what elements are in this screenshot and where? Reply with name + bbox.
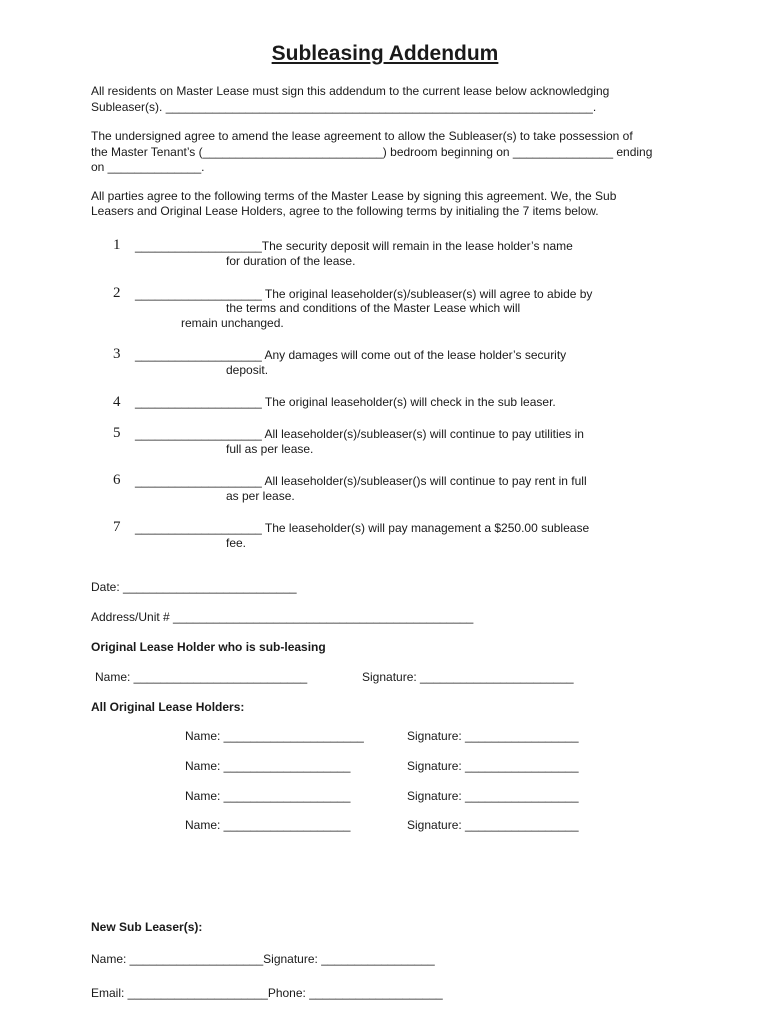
- item-number: 7: [113, 519, 121, 535]
- holder-name-field[interactable]: Name: ___________________: [185, 818, 351, 832]
- item-number: 4: [113, 394, 121, 410]
- all-holders-heading: All Original Lease Holders:: [91, 700, 245, 714]
- terms-intro-line: All parties agree to the following terms of the Master Lease by signing this agreement. We, the Sub: [91, 189, 617, 203]
- item-text: ___________________ Any damages will come out of the lease holder’s security: [135, 348, 567, 362]
- holder-signature-field[interactable]: Signature: _________________: [407, 789, 579, 803]
- intro-text-line: Subleaser(s). ________________________________________________________________.: [91, 100, 597, 114]
- item-text: ___________________ The original leaseholder(s)/subleaser(s) will agree to abide by: [135, 287, 593, 301]
- item-text: remain unchanged.: [181, 316, 284, 330]
- item-text: full as per lease.: [226, 442, 314, 456]
- holder-signature-field[interactable]: Signature: _________________: [407, 818, 579, 832]
- item-number: 2: [113, 285, 121, 301]
- original-holder-heading: Original Lease Holder who is sub-leasing: [91, 640, 326, 654]
- holder-signature-field[interactable]: Signature: _________________: [407, 759, 579, 773]
- amend-text-line: The undersigned agree to amend the lease agreement to allow the Subleaser(s) to take possession of: [91, 129, 633, 143]
- amend-text-line: the Master Tenant’s (___________________________) bedroom beginning on _______________ ending: [91, 145, 653, 159]
- item-text: the terms and conditions of the Master Lease which will: [226, 301, 521, 315]
- item-text: for duration of the lease.: [226, 254, 356, 268]
- document-title: Subleasing Addendum: [271, 42, 499, 65]
- item-number: 1: [113, 237, 121, 253]
- new-subleaser-email-phone-field[interactable]: Email: _____________________Phone: ____________________: [91, 986, 443, 1000]
- item-text: fee.: [226, 536, 247, 550]
- new-subleaser-heading: New Sub Leaser(s):: [91, 920, 203, 934]
- holder-signature-field[interactable]: Signature: _________________: [407, 729, 579, 743]
- item-text: ___________________ The leaseholder(s) will pay management a $250.00 sublease: [135, 521, 590, 535]
- terms-intro-line: Leasers and Original Lease Holders, agree to the following terms by initialing the 7 items below.: [91, 204, 599, 218]
- amend-text-line: on ______________.: [91, 160, 205, 174]
- item-text: as per lease.: [226, 489, 295, 503]
- new-subleaser-name-signature-field[interactable]: Name: ____________________Signature: _________________: [91, 952, 435, 966]
- intro-text-line: All residents on Master Lease must sign this addendum to the current lease below acknowledging: [91, 84, 610, 98]
- item-text: ___________________The security deposit will remain in the lease holder’s name: [135, 239, 573, 253]
- item-number: 5: [113, 425, 121, 441]
- holder-name-field[interactable]: Name: _____________________: [185, 729, 364, 743]
- item-text: ___________________ All leaseholder(s)/subleaser()s will continue to pay rent in full: [135, 474, 587, 488]
- item-text: deposit.: [226, 363, 269, 377]
- address-field[interactable]: Address/Unit # _____________________________________________: [91, 610, 474, 624]
- holder-name-field[interactable]: Name: ___________________: [185, 789, 351, 803]
- item-text: ___________________ The original leaseholder(s) will check in the sub leaser.: [135, 395, 556, 409]
- item-text: ___________________ All leaseholder(s)/subleaser(s) will continue to pay utilities in: [135, 427, 584, 441]
- date-field[interactable]: Date: __________________________: [91, 580, 297, 594]
- item-number: 3: [113, 346, 121, 362]
- original-holder-signature-field[interactable]: Signature: _______________________: [362, 670, 574, 684]
- holder-name-field[interactable]: Name: ___________________: [185, 759, 351, 773]
- item-number: 6: [113, 472, 121, 488]
- original-holder-name-field[interactable]: Name: __________________________: [95, 670, 308, 684]
